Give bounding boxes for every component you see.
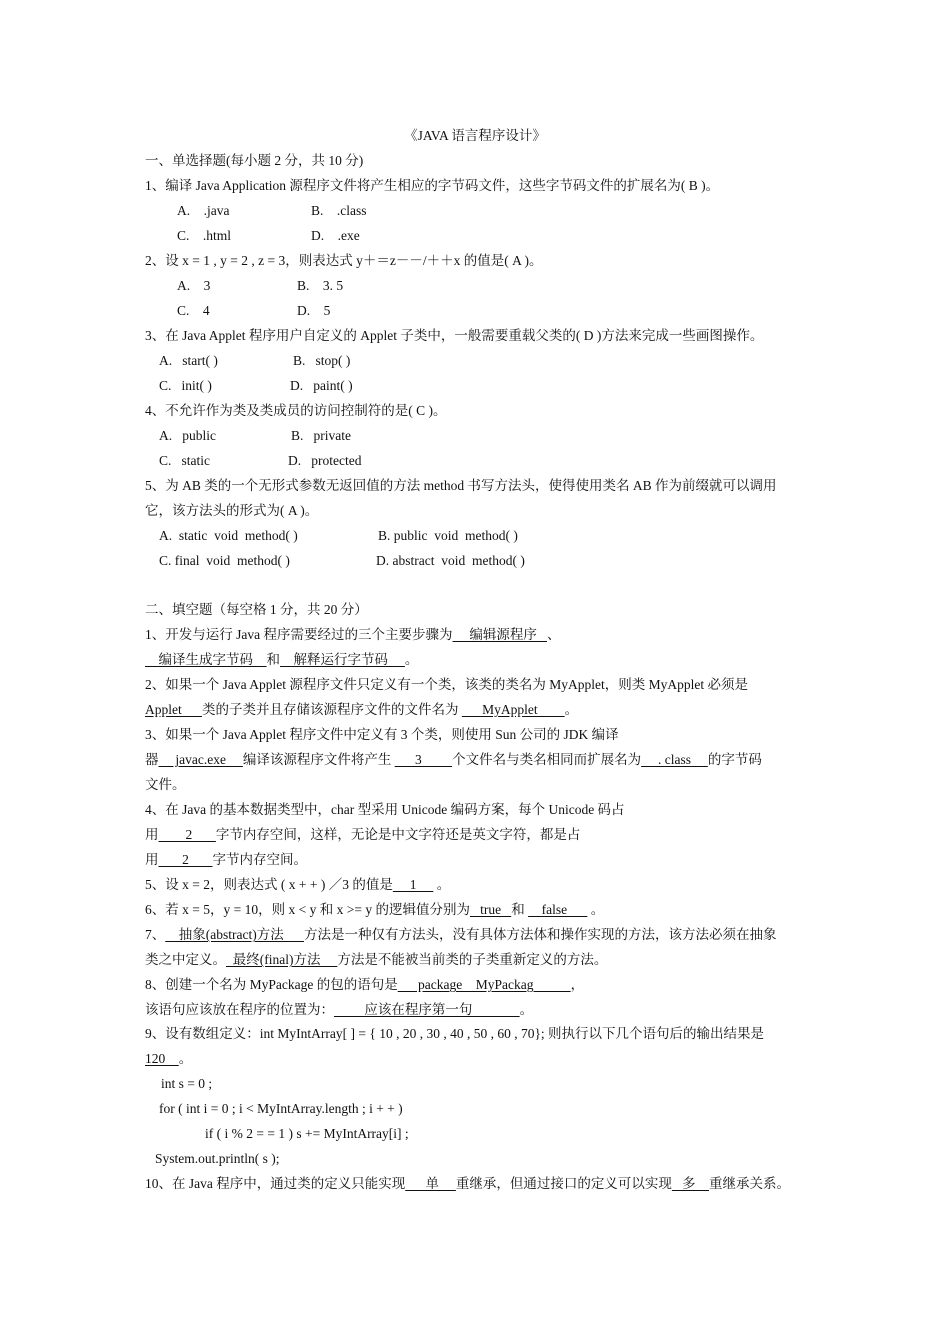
- fill-q3-prefix: 器: [145, 752, 159, 767]
- fill-q4-mid2: 字节内存空间，这样，无论是中文字符还是英文字符，都是占: [215, 827, 581, 842]
- fill-q2-answer-2: MyApplet: [461, 702, 565, 717]
- document-title: 《JAVA 语言程序设计》: [404, 128, 546, 143]
- fill-q3-mid1: 编译该源程序文件将产生: [242, 752, 395, 767]
- fill-q7-prefix: 7、: [145, 927, 166, 942]
- fill-q1-answer-3: 解释运行字节码: [280, 652, 405, 667]
- fill-q9-code-line-3: if ( i % 2 = = 1 ) s += MyIntArray[i] ;: [205, 1126, 409, 1141]
- fill-q1-prefix: 1、开发与运行 Java 程序需要经过的三个主要步骤为: [145, 627, 453, 642]
- section1-heading: 一、单选择题(每小题 2 分，共 10 分): [145, 153, 364, 168]
- fill-q2-end: 。: [564, 702, 579, 717]
- q5-text-line2: 它，该方法头的形式为( A )。: [145, 503, 319, 518]
- fill-q8-end: ，: [570, 977, 585, 992]
- fill-q10-line: [145, 1175, 790, 1193]
- fill-q5-answer: 1: [392, 877, 434, 892]
- fill-q4-line3: [145, 851, 307, 869]
- q5-option-b: B. public void method( ): [378, 528, 518, 543]
- fill-q9-line2: [145, 1050, 192, 1068]
- fill-q7-answer-2: 最终(final)方法: [226, 952, 338, 967]
- q2-option-a: A. 3: [177, 278, 211, 293]
- fill-q9-code-line-1: int s = 0 ;: [161, 1076, 213, 1091]
- fill-q8-end2: 。: [519, 1002, 534, 1017]
- q1-option-d: D. .exe: [311, 228, 360, 243]
- q4-option-a: A. public: [159, 428, 216, 443]
- fill-q5-end: 。: [433, 877, 451, 892]
- fill-q7-mid: 方法是一种仅有方法头，没有具体方法体和操作实现的方法，该方法必须在抽象: [303, 927, 777, 942]
- q3-option-a: A. start( ): [159, 353, 218, 368]
- fill-q10-answer-2: 多: [671, 1176, 709, 1191]
- fill-q4-line2: [145, 826, 580, 844]
- fill-q3-answer-1: javac.exe: [158, 752, 243, 767]
- section2-heading: 二、填空题（每空格 1 分，共 20 分）: [145, 602, 368, 617]
- q1-option-b: B. .class: [311, 203, 367, 218]
- fill-q9-end: 。: [178, 1051, 193, 1066]
- fill-q3-end: 的字节码: [707, 752, 762, 767]
- fill-q1-separator: 、: [547, 627, 561, 642]
- fill-q1-line1: [145, 626, 561, 644]
- fill-q3-answer-3: . class: [641, 752, 708, 767]
- fill-q7-answer-1: 抽象(abstract)方法: [165, 927, 304, 942]
- q4-option-d: D. protected: [288, 453, 362, 468]
- fill-q1-answer-1: 编辑源程序: [452, 627, 547, 642]
- fill-q6-answer-1: true: [469, 902, 512, 917]
- fill-q8-line2: [145, 1001, 533, 1019]
- fill-q6-end: 。: [587, 902, 605, 917]
- fill-q2-mid: 类的子类并且存储该源程序文件的文件名为: [202, 702, 462, 717]
- q1-text: 1、编译 Java Application 源程序文件将产生相应的字节码文件，这些字节码文件的扩展名为( B )。: [145, 178, 720, 193]
- q5-option-d: D. abstract void method( ): [376, 553, 525, 568]
- q1-option-c: C. .html: [177, 228, 232, 243]
- q5-text-line1: 5、为 AB 类的一个无形式参数无返回值的方法 method 书写方法头，使得使用类名 AB 作为前缀就可以调用: [145, 478, 777, 493]
- fill-q3-answer-2: 3: [394, 752, 453, 767]
- fill-q10-prefix: 10、在 Java 程序中，通过类的定义只能实现: [145, 1176, 406, 1191]
- fill-q9-answer: 120: [145, 1051, 179, 1066]
- fill-q8-answer-2: 应该在程序第一句: [334, 1002, 520, 1017]
- fill-q6-line: [145, 901, 604, 919]
- fill-q3-line3: 文件。: [145, 777, 186, 792]
- q4-option-b: B. private: [291, 428, 351, 443]
- q4-text: 4、不允许作为类及类成员的访问控制符的是( C )。: [145, 403, 447, 418]
- fill-q10-end: 重继承关系。: [709, 1176, 790, 1191]
- fill-q1-answer-2: 编译生成字节码: [145, 652, 267, 667]
- fill-q5-prefix: 5、设 x = 2，则表达式 ( x + + ) ／3 的值是: [145, 877, 393, 892]
- q1-option-a: A. .java: [177, 203, 230, 218]
- fill-q3-mid2: 个文件名与类名相同而扩展名为: [452, 752, 642, 767]
- fill-q4-answer-1: 2: [158, 827, 216, 842]
- q2-option-d: D. 5: [297, 303, 331, 318]
- fill-q9-code-line-2: for ( int i = 0 ; i < MyIntArray.length ; i + + ): [159, 1101, 403, 1116]
- q4-option-c: C. static: [159, 453, 210, 468]
- fill-q1-line2: [145, 651, 418, 669]
- q3-option-c: C. init( ): [159, 378, 212, 393]
- fill-q8-prefix2: 该语句应该放在程序的位置为：: [145, 1002, 334, 1017]
- fill-q2-answer-1: Applet: [145, 702, 202, 717]
- fill-q4-line1: 4、在 Java 的基本数据类型中，char 型采用 Unicode 编码方案，每个 Unicode 码占: [145, 802, 625, 817]
- fill-q4-prefix3: 用: [145, 852, 159, 867]
- q5-option-c: C. final void method( ): [159, 553, 290, 568]
- fill-q6-and: 和: [511, 902, 529, 917]
- fill-q2-line2: [145, 701, 578, 719]
- fill-q7-line2: [145, 951, 607, 969]
- fill-q10-mid: 重继承，但通过接口的定义可以实现: [455, 1176, 672, 1191]
- fill-q9-line1: 9、设有数组定义：int MyIntArray[ ] = { 10 , 20 , 30 , 40 , 50 , 60 , 70}; 则执行以下几个语句后的输出结果是: [145, 1026, 765, 1041]
- q2-text: 2、设 x = 1 , y = 2 , z = 3，则表达式 y＋＝z－－/＋＋x 的值是( A )。: [145, 253, 543, 268]
- fill-q9-code-line-4: System.out.println( s );: [155, 1151, 280, 1166]
- fill-q7-prefix2: 类之中定义。: [145, 952, 226, 967]
- q2-option-b: B. 3. 5: [297, 278, 344, 293]
- fill-q2-line1: 2、如果一个 Java Applet 源程序文件只定义有一个类，该类的类名为 MyApplet，则类 MyApplet 必须是: [145, 677, 748, 692]
- fill-q3-line2: [145, 751, 762, 769]
- q3-text: 3、在 Java Applet 程序用户自定义的 Applet 子类中，一般需要重载父类的( D )方法来完成一些画图操作。: [145, 328, 764, 343]
- fill-q4-prefix2: 用: [145, 827, 159, 842]
- fill-q6-prefix: 6、若 x = 5，y = 10，则 x < y 和 x >= y 的逻辑值分别为: [145, 902, 470, 917]
- q3-option-d: D. paint( ): [290, 378, 353, 393]
- fill-q8-prefix: 8、创建一个名为 MyPackage 的包的语句是: [145, 977, 398, 992]
- fill-q4-end3: 字节内存空间。: [212, 852, 307, 867]
- q2-option-c: C. 4: [177, 303, 210, 318]
- fill-q1-end: 。: [404, 652, 419, 667]
- fill-q7-end2: 方法是不能被当前类的子类重新定义的方法。: [337, 952, 608, 967]
- fill-q3-line1: 3、如果一个 Java Applet 程序文件中定义有 3 个类，则使用 Sun 公司的 JDK 编译: [145, 727, 619, 742]
- fill-q6-answer-2: false: [528, 902, 588, 917]
- q5-option-a: A. static void method( ): [159, 528, 298, 543]
- fill-q10-answer-1: 单: [405, 1176, 456, 1191]
- fill-q7-line1: [145, 926, 776, 944]
- fill-q4-answer-2: 2: [158, 852, 213, 867]
- q3-option-b: B. stop( ): [293, 353, 351, 368]
- fill-q8-line1: [145, 976, 584, 994]
- fill-q5-line: [145, 876, 450, 894]
- fill-q8-answer-1: package MyPackag: [397, 977, 571, 992]
- fill-q1-and: 和: [266, 652, 280, 667]
